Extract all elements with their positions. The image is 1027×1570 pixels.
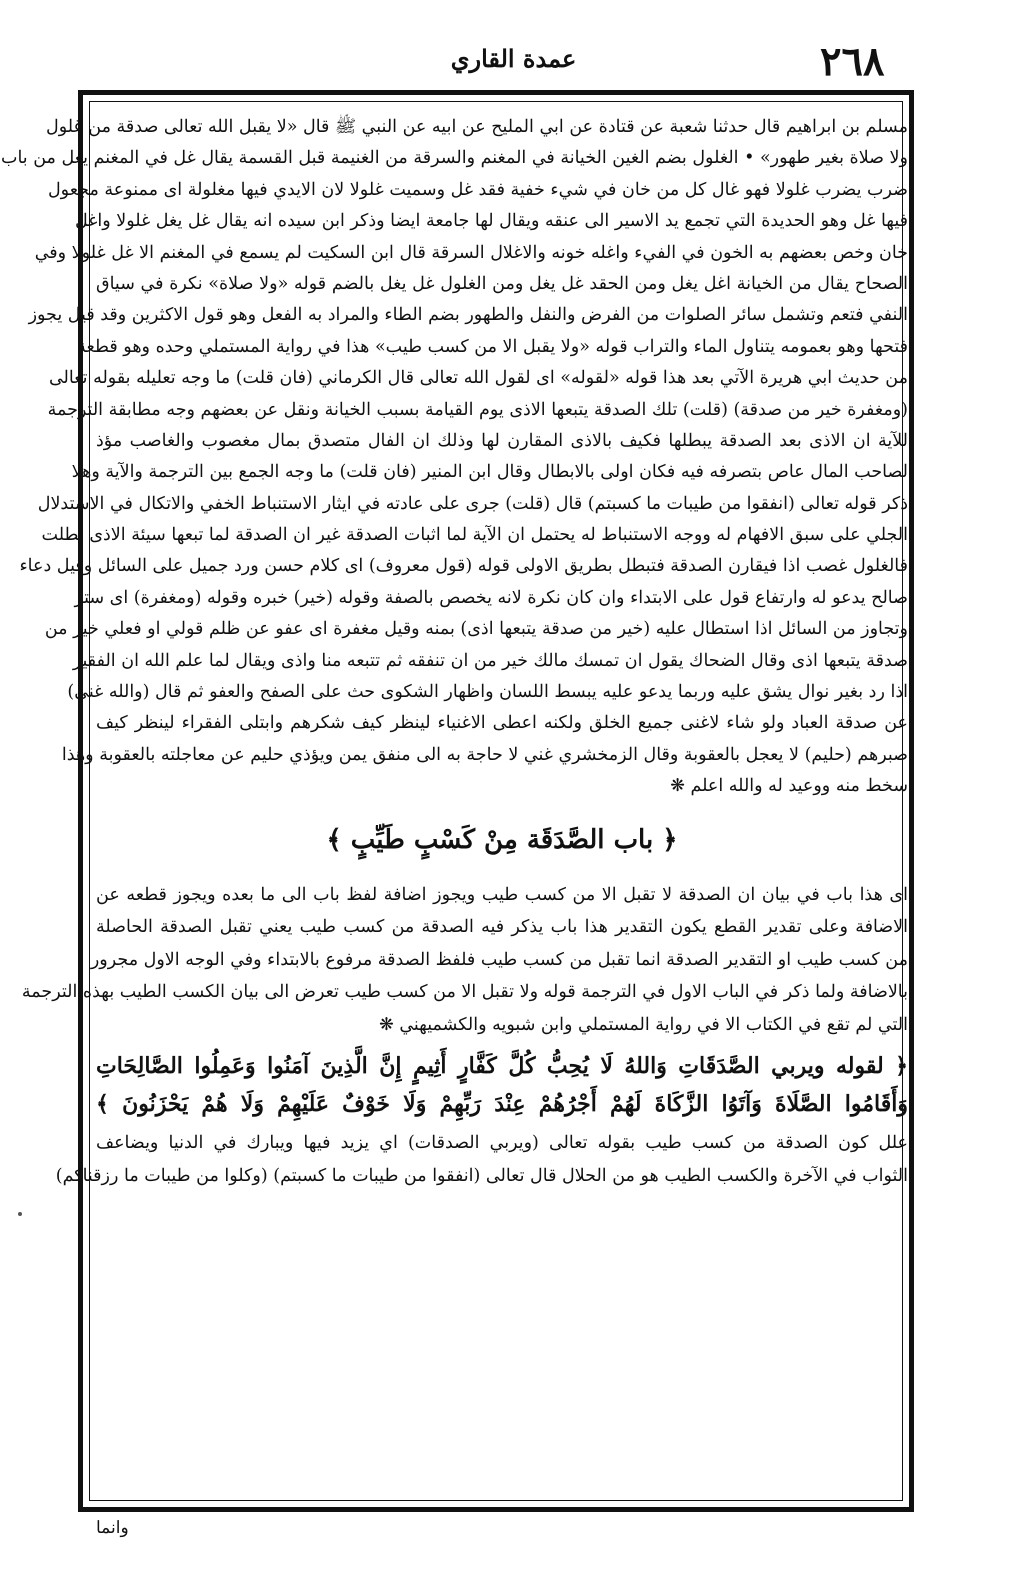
text-line: صبرهم (حليم) لا يعجل بالعقوبة وقال الزمخشري غني لا حاجة به الى منفق يمن ويؤذي حليم عن معاجلته بالعقوبة وهذا [61, 744, 908, 765]
text-line: خان وخص بعضهم به الخون في الفيء واغله خونه والاغلال السرقة قال ابن السكيت لم يسمع في المغنم الا غل غلولا وفي [34, 242, 908, 263]
quran-verse-block [96, 1047, 908, 1123]
text-line: فتحها وهو بعمومه يتناول الماء والتراب قوله «ولا يقبل الا من كسب طيب» هذا في رواية المستملي وحده وهو قطعة [77, 336, 908, 357]
commentary-block [0, 112, 908, 803]
text-line: الصحاح يقال من الخيانة اغل يغل ومن الحقد غل يغل ومن الغلول غل يغل بالضم قوله «ولا صلاة» نكرة في سياق [96, 273, 908, 294]
section-heading: ﴿ باب الصَّدَقَة مِنْ كَسْبٍ طَيِّبٍ ﴾ [326, 824, 678, 855]
text-line: لصاحب المال عاص بتصرفه فيه فكان اولى بالابطال وقال ابن المنير (فان قلت) ما وجه الجمع بين الترجمة والآية وهلا [71, 462, 908, 483]
text-line: من حديث ابي هريرة الآتي بعد هذا قوله «لقوله» اى لقول الله تعالى قال الكرماني (فان قلت) ما وجه تعليله بقوله تعالى [48, 368, 908, 389]
text-line: وتجاوز من السائل اذا استطال عليه (خير من صدقة يتبعها اذى) بمنه وقيل مغفرة اى عفو عن ظلم قولي او فعلي خير من [44, 619, 908, 640]
running-title: عمدة القاري [450, 44, 577, 73]
text-line: الثواب في الآخرة والكسب الطيب هو من الحلال قال تعالى (انفقوا من طيبات ما كسبتم) (وكلوا من طيبات ما رزقناكم) [55, 1165, 908, 1186]
text-line: فالغلول غصب اذا فيقارن الصدقة فتبطل بطريق الاولى قوله (قول معروف) اى كلام حسن ورد جميل على السائل وقيل دعاء [19, 556, 908, 577]
text-line: ولا صلاة بغير طهور» • الغلول بضم الغين الخيانة في المغنم والسرقة من الغنيمة قبل القسمة يقال غل في المغنم يغل من باب [0, 148, 908, 169]
text-line: الجلي على سبق الافهام له ووجه الاستنباط له يحتمل ان الآية لما اثبات الصدقة غير ان الصدقة لما تبعها سيئة الاذى بطلت [41, 525, 908, 546]
text-line: فيها غل وهو الحديدة التي تجمع يد الاسير الى عنقه ويقال لها جامعة ايضا وذكر ابن سيده انه يقال غل يغل غلولا واغل [74, 211, 908, 232]
text-line: للآية ان الاذى بعد الصدقة يبطلها فكيف بالاذى المقارن لها وذلك ان الفال متصدق بمال مغصوب والغاصب مؤذ [96, 430, 908, 451]
text-line: صالح يدعو له وارتفاع قول على الابتداء وان كان نكرة لانه يخصص بالصفة وقوله (خير) خبره وقوله (ومغفرة) اى ستر [74, 587, 908, 608]
page-number: ٢٦٨ [820, 38, 885, 85]
page-content [0, 112, 908, 1192]
text-line: النفي فتعم وتشمل سائر الصلوات من الفرض والنفل والطهور بضم الطاء والمراد به الفعل وهو قول الاكثرين وقد قيل يجوز [28, 305, 908, 326]
quran-verse-line: وَأَقَامُوا الصَّلَاةَ وَآتَوُا الزَّكَاةَ لَهُمْ أَجْرُهُمْ عِنْدَ رَبِّهِمْ وَلَا خَوْفٌ عَلَيْهِمْ وَلَا هُمْ يَحْزَنُونَ ﴾ [96, 1091, 908, 1118]
text-line: ضرب يضرب غلولا فهو غال كل من خان في شيء خفية فقد غل وسميت غلولا لان الايدي فيها مغلولة اى ممنوعة مجعول [47, 179, 908, 200]
text-line: (ومغفرة خير من صدقة) (قلت) تلك الصدقة يتبعها الاذى يوم القيامة بسبب الخيانة ونقل عن بعضهم وجه مطابقة الترجمة [47, 399, 908, 420]
text-line: اذا رد بغير نوال يشق عليه وربما يدعو عليه يبسط اللسان واظهار الشكوى حث على الصفح والعفو ثم قال (والله غني) [67, 682, 908, 703]
text-line: التي لم تقع في الكتاب الا في رواية المستملي وابن شبويه والكشميهني ❋ [379, 1014, 908, 1035]
text-line: ذكر قوله تعالى (انفقوا من طيبات ما كسبتم) قال (قلت) جرى على عادته في ايثار الاستنباط الخفي والاتكال في الاستدلال [37, 493, 908, 514]
margin-speck [18, 1212, 22, 1216]
text-line: الاضافة وعلى تقدير القطع يكون التقدير هذا باب يذكر فيه الصدقة من كسب طيب يعني تقبل الصدقة الحاصلة [96, 917, 908, 938]
catchword: وانما [96, 1518, 129, 1538]
text-line: عن صدقة العباد ولو شاء لاغنى جميع الخلق ولكنه اعطى الاغنياء لينظر كيف شكرهم وابتلى الفقراء لينظر كيف [96, 713, 908, 734]
text-line: صدقة يتبعها اذى وقال الضحاك يقول ان تمسك مالك خير من ان تنفقه ثم تتبعه منا واذى ويقال لما علم الله ان الفقير [72, 650, 908, 671]
text-line: من كسب طيب او التقدير الصدقة انما تقبل من كسب طيب فلفظ الصدقة مرفوع بالابتداء وفي الوجه الاول مجرور [90, 949, 908, 970]
text-line: مسلم بن ابراهيم قال حدثنا شعبة عن قتادة عن ابي المليح عن ابيه عن النبي ﷺ قال «لا يقبل الله تعالى صدقة من غلول [46, 117, 908, 137]
text-line: علل كون الصدقة من كسب طيب بقوله تعالى (ويربي الصدقات) اي يزيد فيها ويبارك في الدنيا ويضاعف [96, 1133, 908, 1154]
quran-verse-line: ﴿ لقوله ويربي الصَّدَقَاتِ وَاللهُ لَا يُحِبُّ كُلَّ كَفَّارٍ أَثِيمٍ إِنَّ الَّذِينَ آمَنُوا وَعَمِلُوا الصَّالِحَاتِ [96, 1053, 908, 1080]
text-line: بالاضافة ولما ذكر في الباب الاول في الترجمة قوله ولا تقبل الا من كسب طيب تعرض الى بيان الكسب الطيب بهذه الترجمة [21, 982, 908, 1003]
text-line: اى هذا باب في بيان ان الصدقة لا تقبل الا من كسب طيب ويجوز اضافة لفظ باب الى ما بعده ويجوز قطعه عن [96, 884, 908, 905]
text-line: سخط منه ووعيد له والله اعلم ❋ [670, 776, 908, 797]
closing-commentary [55, 1127, 908, 1192]
section-commentary [21, 879, 908, 1042]
